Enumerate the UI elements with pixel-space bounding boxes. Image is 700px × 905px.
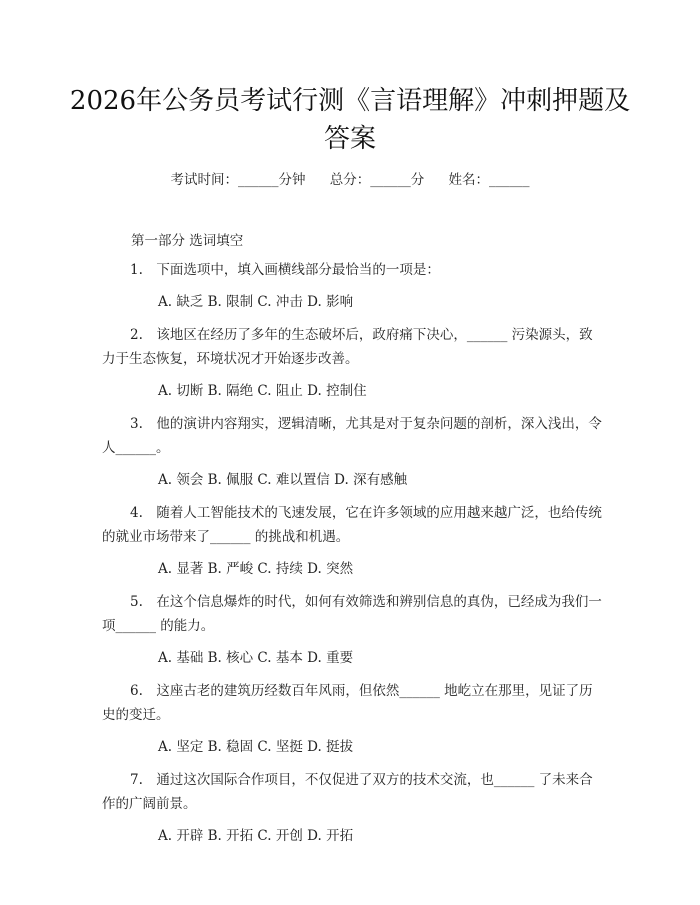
question-options: A. 显著 B. 严峻 C. 持续 D. 突然 bbox=[158, 561, 354, 577]
question-text: 3. 他的演讲内容翔实，逻辑清晰，尤其是对于复杂问题的剖析，深入浅出，令人______。 bbox=[102, 416, 602, 456]
exam-name: 姓名：______ bbox=[448, 172, 530, 188]
page-title: 2026年公务员考试行测《言语理解》冲刺押题及答案 bbox=[69, 86, 631, 154]
question-text: 5. 在这个信息爆炸的时代，如何有效筛选和辨别信息的真伪，已经成为我们一项______ 的能力。 bbox=[102, 594, 602, 634]
exam-meta bbox=[0, 168, 700, 188]
section-heading: 第一部分 选词填空 bbox=[131, 233, 244, 249]
question-text: 6. 这座古老的建筑历经数百年风雨，但依然______ 地屹立在那里，见证了历史的变迁。 bbox=[102, 683, 593, 723]
question-list bbox=[102, 258, 602, 857]
question-options: A. 开辟 B. 开拓 C. 开创 D. 开拓 bbox=[158, 828, 354, 844]
question-options: A. 缺乏 B. 限制 C. 冲击 D. 影响 bbox=[158, 294, 354, 310]
exam-score: 总分：______分 bbox=[329, 172, 425, 188]
question-text: 1. 下面选项中，填入画横线部分最恰当的一项是： bbox=[130, 262, 440, 278]
question-options: A. 领会 B. 佩服 C. 难以置信 D. 深有感触 bbox=[158, 472, 408, 488]
question-text: 4. 随着人工智能技术的飞速发展，它在许多领域的应用越来越广泛，也给传统的就业市场带来了______ 的挑战和机遇。 bbox=[102, 505, 602, 545]
exam-time: 考试时间：______分钟 bbox=[170, 172, 306, 188]
question-options: A. 坚定 B. 稳固 C. 坚挺 D. 挺拔 bbox=[158, 739, 354, 755]
question-text: 2. 该地区在经历了多年的生态破坏后，政府痛下决心，______ 污染源头，致力于生态恢复，环境状况才开始逐步改善。 bbox=[102, 327, 593, 367]
question-options: A. 切断 B. 隔绝 C. 阻止 D. 控制住 bbox=[158, 383, 367, 399]
question-options: A. 基础 B. 核心 C. 基本 D. 重要 bbox=[158, 650, 354, 666]
question-text: 7. 通过这次国际合作项目，不仅促进了双方的技术交流，也______ 了未来合作的广阔前景。 bbox=[102, 772, 593, 812]
